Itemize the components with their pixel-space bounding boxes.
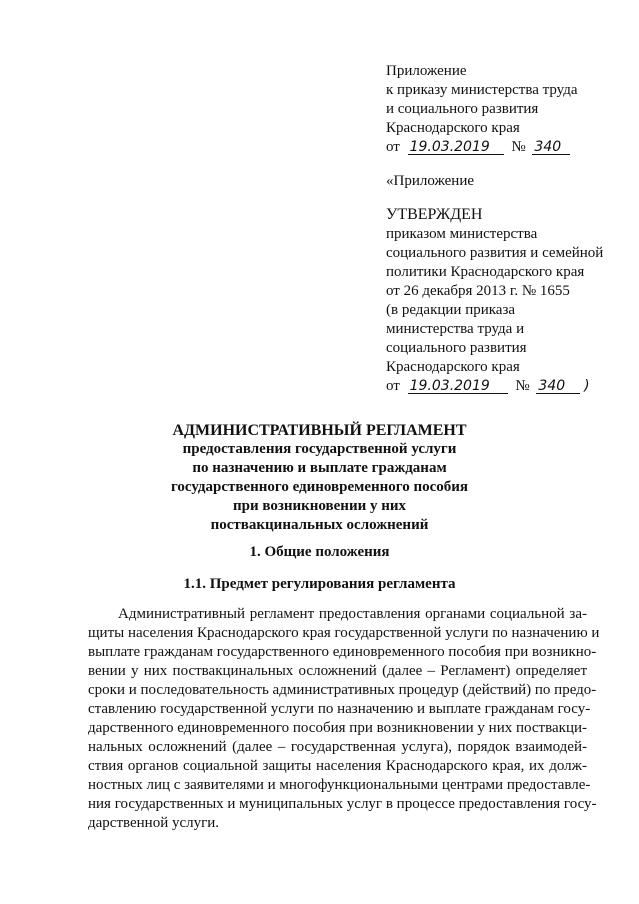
title-line: по назначению и выплате гражданам — [192, 460, 447, 476]
appendix-quote-heading: «Приложение — [386, 173, 475, 189]
approved-date-line — [386, 377, 590, 395]
date-prefix: от — [386, 378, 400, 394]
number-prefix: № — [511, 139, 526, 155]
paragraph-line: вении у них поствакцинальных осложнений (далее – Регламент) определяет — [88, 663, 587, 679]
approved-line: (в редакции приказа — [386, 302, 516, 318]
approved-heading: УТВЕРЖДЕН — [386, 206, 483, 223]
handwritten-number: 340 — [536, 379, 580, 394]
paragraph-line: дарственного единовременного пособия при возникновении у них поствакци- — [88, 720, 587, 736]
handwritten-close-paren: ) — [584, 378, 590, 394]
handwritten-date: 19.03.2019 — [408, 140, 504, 155]
appendix-ministry-line: и социального развития — [386, 101, 539, 117]
title-line: поствакцинальных осложнений — [210, 517, 429, 533]
paragraph-line: сроки и последовательность административных процедур (действий) по предо- — [88, 682, 597, 698]
approved-line: социального развития и семейной — [386, 245, 604, 261]
title-line: предоставления государственной услуги — [182, 441, 457, 457]
appendix-date-line — [386, 138, 570, 156]
paragraph-line: ставлению государственной услуги по назначению и выплате гражданам госу- — [88, 701, 591, 717]
date-prefix: от — [386, 139, 400, 155]
approved-line: от 26 декабря 2013 г. № 1655 — [386, 283, 570, 299]
paragraph-line: нальных осложнений (далее – государственная услуга), порядок взаимодей- — [88, 739, 587, 755]
number-prefix: № — [515, 378, 530, 394]
approved-line: социального развития — [386, 340, 527, 356]
paragraph-line: ностных лиц с заявителями и многофункциональными центрами предоставле- — [88, 777, 591, 793]
handwritten-date: 19.03.2019 — [408, 379, 508, 394]
section-heading: 1. Общие положения — [249, 544, 390, 560]
approved-line: политики Краснодарского края — [386, 264, 585, 280]
approved-line: Краснодарского края — [386, 359, 520, 375]
paragraph-line: щиты населения Краснодарского края государственной услуги по назначению и — [88, 625, 600, 641]
paragraph-line: дарственной услуги. — [88, 815, 220, 831]
approved-line: приказом министерства — [386, 226, 538, 242]
paragraph-line: ствия органов социальной защиты населения Краснодарского края, их долж- — [88, 758, 587, 774]
document-title: АДМИНИСТРАТИВНЫЙ РЕГЛАМЕНТ — [172, 422, 467, 439]
subsection-heading: 1.1. Предмет регулирования регламента — [183, 576, 456, 592]
title-line: при возникновении у них — [232, 498, 407, 514]
handwritten-number: 340 — [532, 140, 570, 155]
title-line: государственного единовременного пособия — [170, 479, 469, 495]
paragraph-line: Административный регламент предоставления органами социальной за- — [118, 606, 587, 622]
paragraph-line: выплате гражданам государственного единовременного пособия при возникно- — [88, 644, 597, 660]
appendix-label: Приложение — [386, 63, 467, 79]
approved-line: министерства труда и — [386, 321, 525, 337]
appendix-order-line: к приказу министерства труда — [386, 82, 578, 98]
paragraph-line: ния государственных и муниципальных услуг в процессе предоставления госу- — [88, 796, 597, 812]
appendix-region-line: Краснодарского края — [386, 120, 520, 136]
